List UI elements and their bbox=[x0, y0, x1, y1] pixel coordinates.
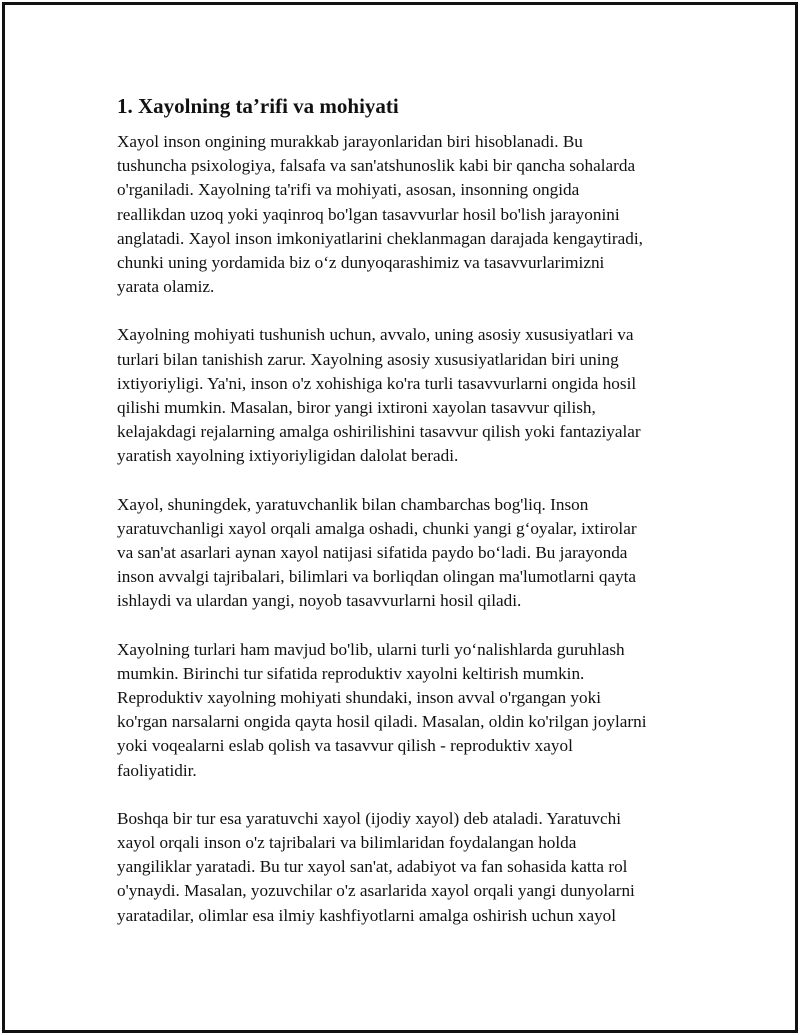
text-line: yaratadilar, olimlar esa ilmiy kashfiyotlarni amalga oshirish uchun xayol bbox=[117, 905, 617, 925]
text-line: ko'rgan narsalarni ongida qayta hosil qiladi. Masalan, oldin ko'rilgan joylarni bbox=[117, 712, 647, 732]
document-body bbox=[117, 92, 697, 952]
text-line: va san'at asarlari aynan xayol natijasi sifatida paydo bo‘ladi. Bu jarayonda bbox=[117, 543, 628, 563]
text-line: ixtiyoriyligi. Ya'ni, inson o'z xohishiga ko'ra turli tasavvurlarni ongida hosil bbox=[117, 373, 637, 393]
text-line: yarata olamiz. bbox=[117, 277, 215, 297]
paragraph-5 bbox=[117, 807, 697, 928]
text-line: Xayol, shuningdek, yaratuvchanlik bilan chambarchas bog'liq. Inson bbox=[117, 494, 589, 514]
text-line: mumkin. Birinchi tur sifatida reproduktiv xayolni keltirish mumkin. bbox=[117, 663, 585, 683]
text-line: Boshqa bir tur esa yaratuvchi xayol (ijodiy xayol) deb ataladi. Yaratuvchi bbox=[117, 808, 622, 828]
text-line: ishlaydi va ulardan yangi, noyob tasavvurlarni hosil qiladi. bbox=[117, 591, 522, 611]
paragraph-3 bbox=[117, 493, 697, 614]
text-line: o'rganiladi. Xayolning ta'rifi va mohiyati, asosan, insonning ongida bbox=[117, 180, 580, 200]
text-line: Xayolning turlari ham mavjud bo'lib, ularni turli yo‘nalishlarda guruhlash bbox=[117, 639, 625, 659]
text-line: qilishi mumkin. Masalan, biror yangi ixtironi xayolan tasavvur qilish, bbox=[117, 398, 596, 418]
text-line: chunki uning yordamida biz o‘z dunyoqarashimiz va tasavvurlarimizni bbox=[117, 253, 605, 273]
text-line: Reproduktiv xayolning mohiyati shundaki, inson avval o'rgangan yoki bbox=[117, 688, 601, 708]
text-line: reallikdan uzoq yoki yaqinroq bo'lgan tasavvurlar hosil bo'lish jarayonini bbox=[117, 204, 620, 224]
text-line: xayol orqali inson o'z tajribalari va bilimlaridan foydalangan holda bbox=[117, 833, 577, 853]
paragraph-1 bbox=[117, 130, 697, 299]
paragraph-4 bbox=[117, 638, 697, 783]
text-line: tushuncha psixologiya, falsafa va san'atshunoslik kabi bir qancha sohalarda bbox=[117, 156, 636, 176]
paragraph-2 bbox=[117, 323, 697, 468]
text-line: anglatadi. Xayol inson imkoniyatlarini cheklanmagan darajada kengaytiradi, bbox=[117, 228, 643, 248]
text-line: inson avvalgi tajribalari, bilimlari va borliqdan olingan ma'lumotlarni qayta bbox=[117, 567, 637, 587]
text-line: faoliyatidir. bbox=[117, 760, 197, 780]
text-line: yoki voqealarni eslab qolish va tasavvur qilish - reproduktiv xayol bbox=[117, 736, 573, 756]
text-line: Xayol inson ongining murakkab jarayonlaridan biri hisoblanadi. Bu bbox=[117, 132, 583, 151]
text-line: o'ynaydi. Masalan, yozuvchilar o'z asarlarida xayol orqali yangi dunyolarni bbox=[117, 881, 635, 901]
text-line: yaratuvchanligi xayol orqali amalga oshadi, chunki yangi g‘oyalar, ixtirolar bbox=[117, 518, 637, 538]
text-line: yangiliklar yaratadi. Bu tur xayol san'at, adabiyot va fan sohasida katta rol bbox=[117, 857, 628, 877]
text-line: kelajakdagi rejalarning amalga oshirilishini tasavvur qilish yoki fantaziyalar bbox=[117, 422, 641, 442]
text-line: yaratish xayolning ixtiyoriyligidan dalolat beradi. bbox=[117, 446, 459, 466]
text-line: turlari bilan tanishish zarur. Xayolning asosiy xususiyatlaridan biri uning bbox=[117, 349, 619, 369]
text-line: Xayolning mohiyati tushunish uchun, avvalo, uning asosiy xususiyatlari va bbox=[117, 325, 634, 345]
section-heading: 1. Xayolning ta’rifi va mohiyati bbox=[117, 94, 399, 118]
